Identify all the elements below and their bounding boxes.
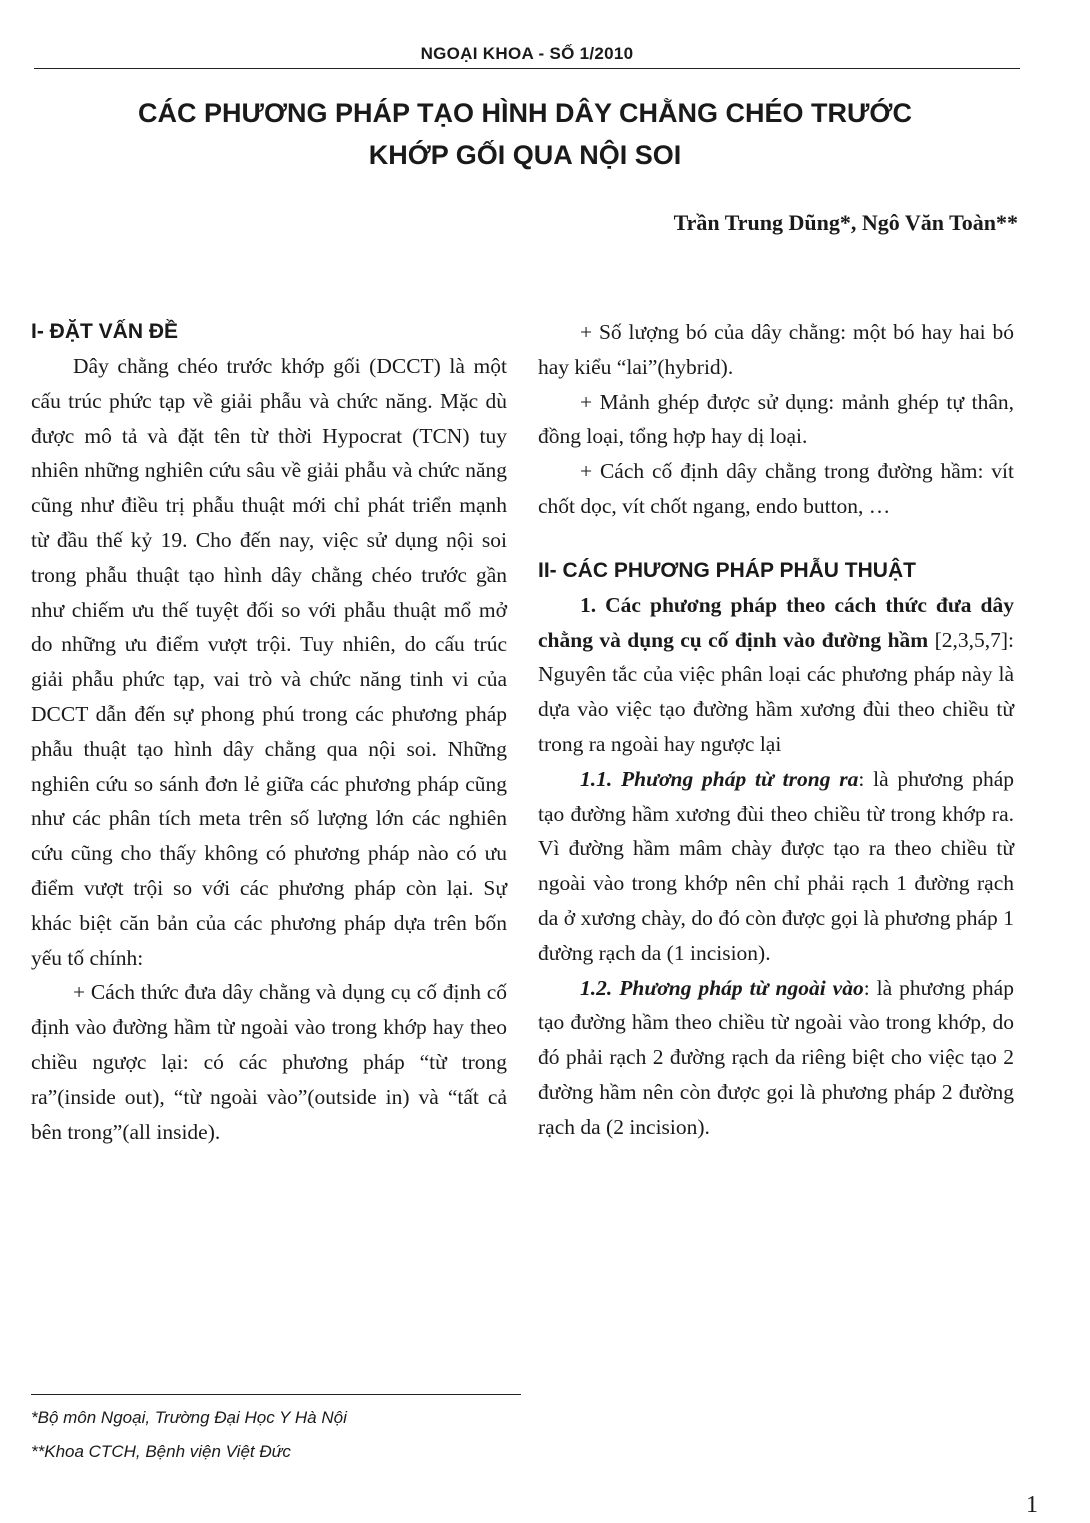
- paragraph: + Mảnh ghép được sử dụng: mảnh ghép tự thân, đồng loại, tổng hợp hay dị loại.: [538, 389, 1014, 449]
- title-line-1: CÁC PHƯƠNG PHÁP TẠO HÌNH DÂY CHẰNG CHÉO TRƯỚC: [138, 98, 912, 128]
- left-column: [31, 315, 507, 1149]
- header-rule: [34, 68, 1020, 69]
- paragraph: [538, 971, 1014, 1145]
- subsection-heading-1-2: 1.2. Phương pháp từ ngoài vào: [580, 975, 864, 1000]
- right-column: [538, 315, 1014, 1145]
- footnote-affiliation-2: **Khoa CTCH, Bệnh viện Việt Đức: [31, 1442, 291, 1461]
- title-line-2: KHỚP GỐI QUA NỘI SOI: [368, 140, 682, 170]
- paragraph: + Cách cố định dây chằng trong đường hầm: vít chốt dọc, vít chốt ngang, endo button, …: [538, 459, 1014, 518]
- running-header: NGOẠI KHOA - SỐ 1/2010: [420, 44, 634, 63]
- section-heading-methods: II- CÁC PHƯƠNG PHÁP PHẪU THUẬT: [538, 558, 916, 582]
- paragraph: + Cách thức đưa dây chằng và dụng cụ cố định cố định vào đường hầm từ ngoài vào trong khớp hay theo chiều ngược lại: có các phương pháp “từ trong ra”(inside out), “từ ngoài vào”(outside in) và “tất cả bên trong”(all inside).: [31, 980, 507, 1144]
- article-title: [40, 92, 1010, 176]
- paragraph: [538, 588, 1014, 762]
- section-heading-introduction: I- ĐẶT VẤN ĐỀ: [31, 320, 178, 343]
- paragraph: [538, 762, 1014, 971]
- paragraph-text: : là phương pháp tạo đường hầm theo chiều từ ngoài vào trong khớp, do đó phải rạch 2 đường rạch da riêng biệt cho việc tạo 2 đường hầm nên còn được gọi là phương pháp 2 đường rạch da (2 incision).: [538, 975, 1014, 1139]
- footnote-rule: [31, 1394, 521, 1395]
- page-number: 1: [1026, 1492, 1038, 1518]
- spacer: [538, 524, 1014, 554]
- subsection-heading-1-1: 1.1. Phương pháp từ trong ra: [580, 766, 859, 791]
- paragraph: + Số lượng bó của dây chằng: một bó hay hai bó hay kiểu “lai”(hybrid).: [538, 320, 1014, 379]
- paragraph-text: : là phương pháp tạo đường hầm xương đùi theo chiều từ trong khớp ra. Vì đường hầm mâm chày được tạo ra theo chiều từ ngoài vào trong khớp nên chỉ phải rạch 1 đường rạch da ở xương chày, do đó còn được gọi là phương pháp 1 đường rạch da (1 incision).: [538, 766, 1014, 965]
- footnote-affiliation-1: *Bộ môn Ngoại, Trường Đại Học Y Hà Nội: [31, 1408, 347, 1427]
- author-line: Trần Trung Dũng*, Ngô Văn Toàn**: [673, 210, 1018, 235]
- paragraph-text: [2,3,5,7]: Nguyên tắc của việc phân loại các phương pháp này là dựa vào việc tạo đường hầm xương đùi theo chiều từ trong ra ngoài hay ngược lại: [538, 627, 1014, 756]
- subsection-heading-1: 1. Các phương pháp theo cách thức đưa dây chằng và dụng cụ cố định vào đường hầm: [538, 592, 1014, 652]
- paragraph: Dây chằng chéo trước khớp gối (DCCT) là một cấu trúc phức tạp về giải phẫu và chức năng. Mặc dù được mô tả và đặt tên từ thời Hypocrat (TCN) tuy nhiên những nghiên cứu sâu về giải phẫu và chức năng cũng như điều trị phẫu thuật mới chỉ phát triển mạnh từ đầu thế kỷ 19. Cho đến nay, việc sử dụng nội soi trong phẫu thuật tạo hình dây chằng chéo trước gần như chiếm ưu thế tuyệt đối so với phẫu thuật mổ mở do những ưu điểm vượt trội. Tuy nhiên, do cấu trúc giải phẫu phức tạp, vai trò và chức năng tinh vi của DCCT dẫn đến sự phong phú trong các phương pháp phẫu thuật tạo hình dây chằng qua nội soi. Những nghiên cứu so sánh đơn lẻ giữa các phương pháp cũng như các phân tích meta trên số lượng lớn các nghiên cứu cũng cho thấy không có phương pháp nào có ưu điểm vượt trội so với các phương pháp còn lại. Sự khác biệt căn bản của các phương pháp dựa trên bốn yếu tố chính:: [31, 354, 507, 970]
